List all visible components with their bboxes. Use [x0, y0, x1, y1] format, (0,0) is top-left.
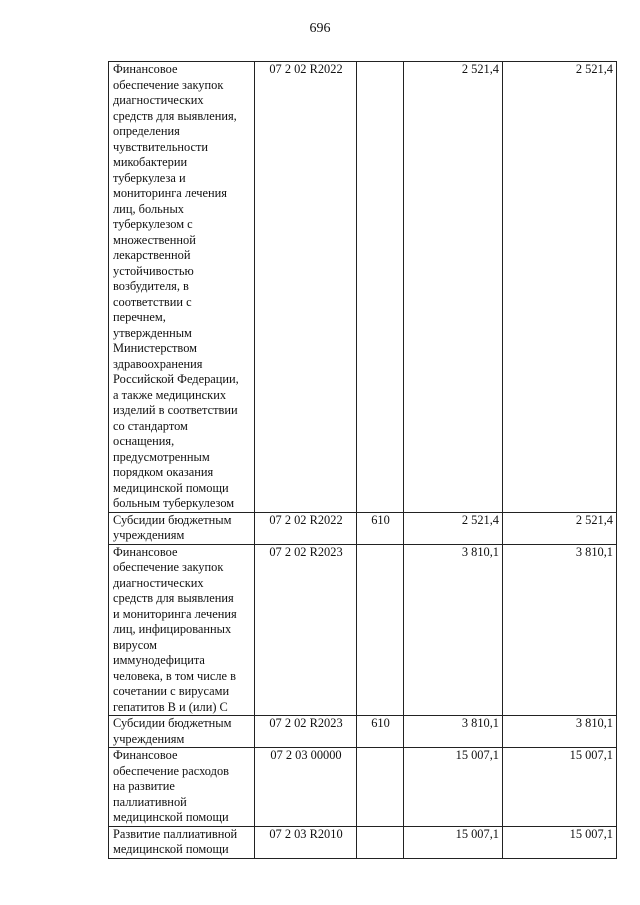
table-row: [109, 512, 617, 544]
row-sum-1: 15 007,1: [404, 748, 503, 827]
row-code: 07 2 02 R2022: [255, 512, 357, 544]
row-sum-2: 2 521,4: [503, 512, 617, 544]
row-sum-1: 2 521,4: [404, 62, 503, 513]
table-row: [109, 62, 617, 513]
row-expense-type: [357, 544, 404, 716]
row-code: 07 2 02 R2023: [255, 544, 357, 716]
table-row: [109, 826, 617, 858]
row-sum-1: 3 810,1: [404, 716, 503, 748]
row-sum-1: 2 521,4: [404, 512, 503, 544]
row-expense-type: [357, 826, 404, 858]
budget-table: [108, 61, 617, 859]
row-sum-1: 3 810,1: [404, 544, 503, 716]
row-sum-2: 3 810,1: [503, 544, 617, 716]
row-sum-2: 3 810,1: [503, 716, 617, 748]
row-expense-type: 610: [357, 716, 404, 748]
row-name: Субсидии бюджетным учреждениям: [109, 512, 255, 544]
row-sum-2: 2 521,4: [503, 62, 617, 513]
row-code: 07 2 02 R2022: [255, 62, 357, 513]
row-expense-type: [357, 62, 404, 513]
table-row: [109, 748, 617, 827]
row-sum-2: 15 007,1: [503, 748, 617, 827]
row-code: 07 2 02 R2023: [255, 716, 357, 748]
row-expense-type: 610: [357, 512, 404, 544]
row-sum-1: 15 007,1: [404, 826, 503, 858]
row-name: Финансовое обеспечение расходов на развитие паллиативной медицинской помощи: [109, 748, 255, 827]
row-name: Развитие паллиативной медицинской помощи: [109, 826, 255, 858]
page-number: 696: [309, 21, 331, 36]
table-row: [109, 544, 617, 716]
row-code: 07 2 03 00000: [255, 748, 357, 827]
row-sum-2: 15 007,1: [503, 826, 617, 858]
row-name: Финансовое обеспечение закупок диагностических средств для выявления, определения чувствительности микобактерии туберкулеза и мониторинга лечения лиц, больных туберкулезом с множественной лекарственной устойчивостью возбудителя, в соответствии с перечнем, утвержденным Министерством здравоохранения Российской Федерации, а также медицинских изделий в соответствии со стандартом оснащения, предусмотренным порядком оказания медицинской помощи больным туберкулезом: [109, 62, 255, 513]
row-code: 07 2 03 R2010: [255, 826, 357, 858]
row-expense-type: [357, 748, 404, 827]
row-name: Субсидии бюджетным учреждениям: [109, 716, 255, 748]
table-row: [109, 716, 617, 748]
row-name: Финансовое обеспечение закупок диагностических средств для выявления и мониторинга лечения лиц, инфицированных вирусом иммунодефицита человека, в том числе в сочетании с вирусами гепатитов В и (или) С: [109, 544, 255, 716]
